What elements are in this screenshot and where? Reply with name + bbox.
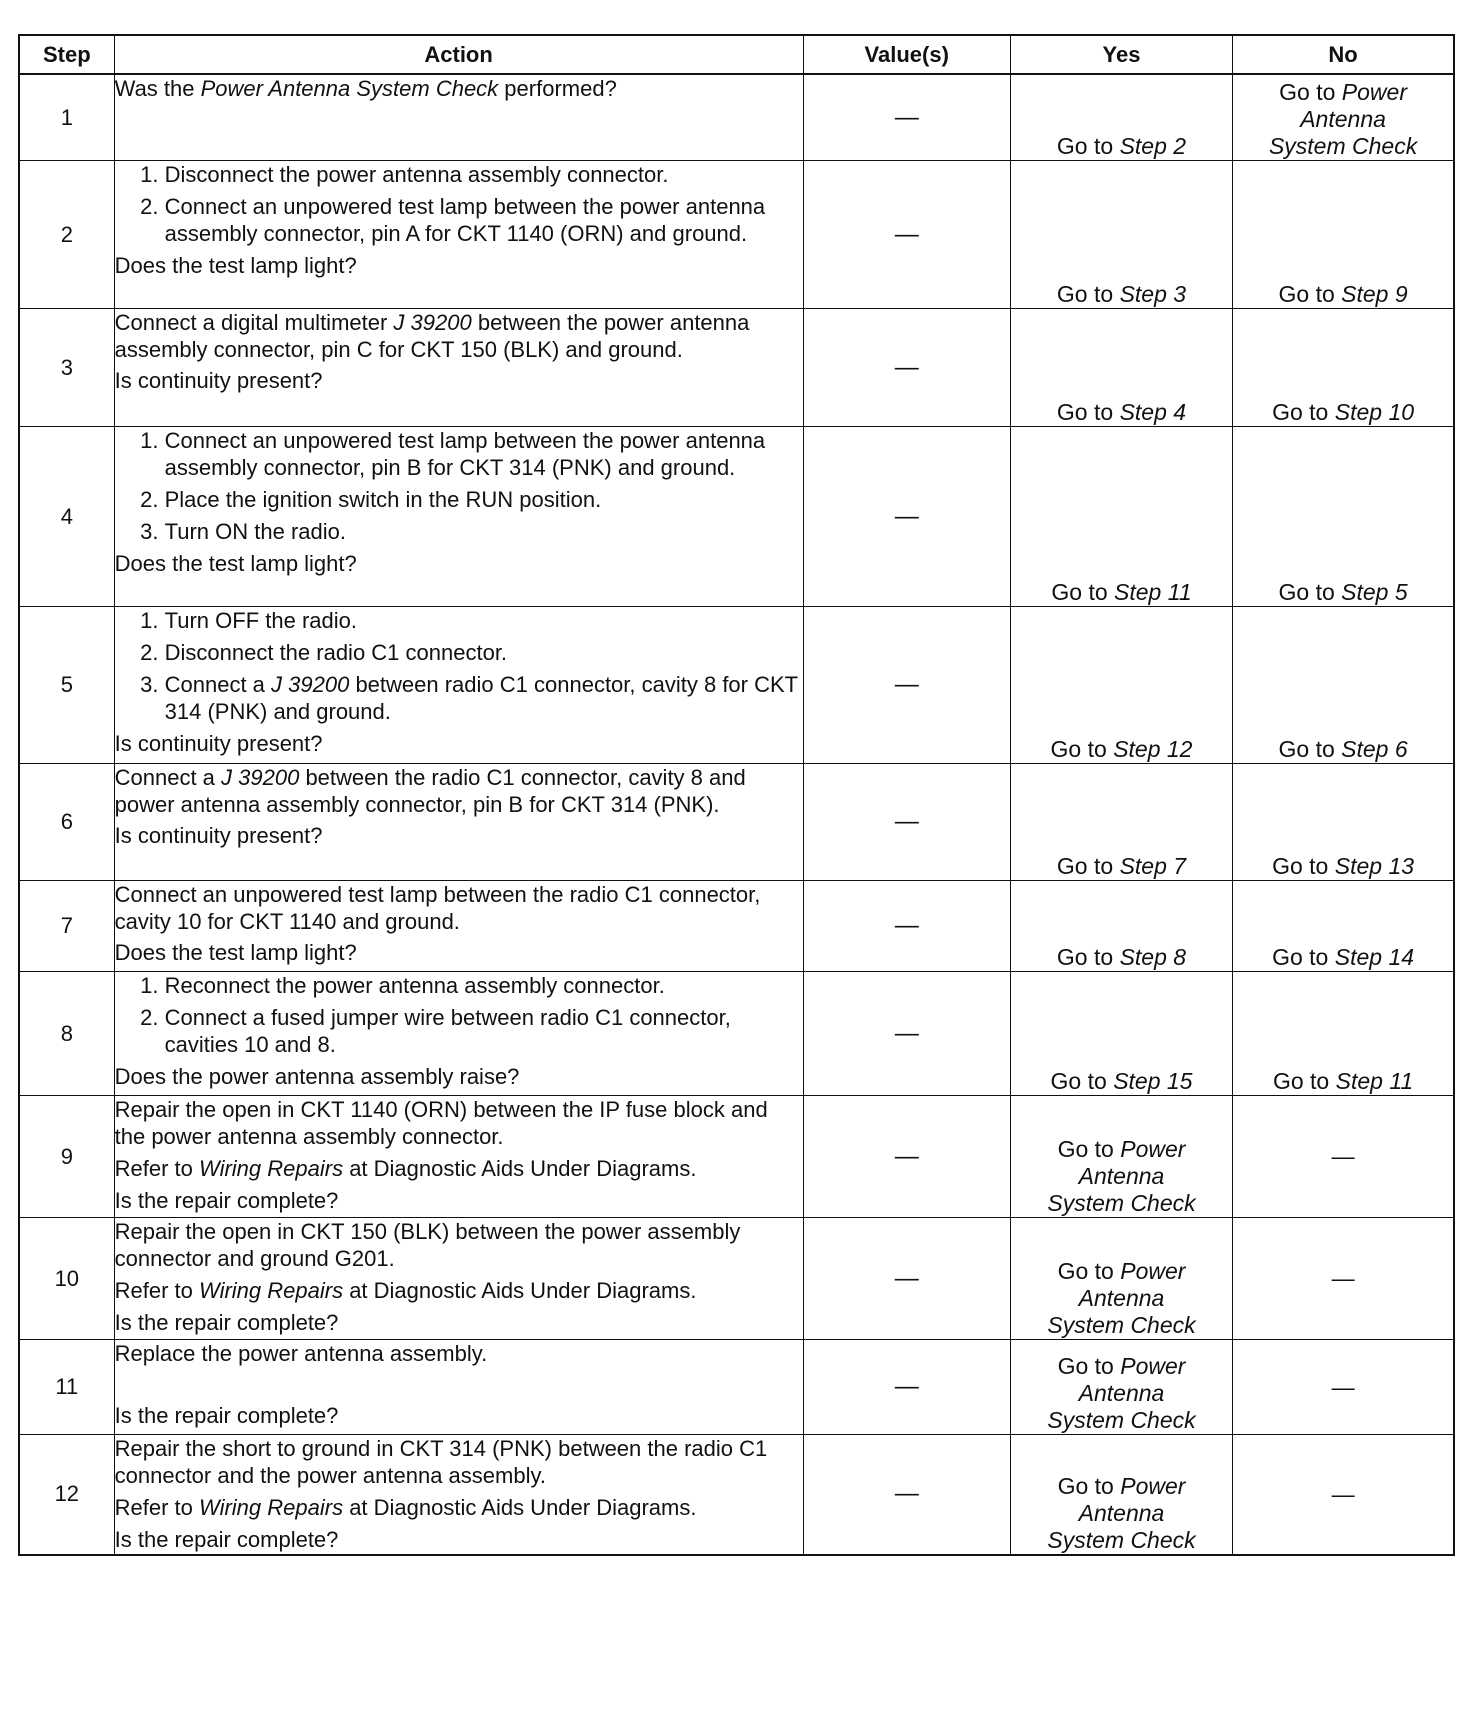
step-number: 5 xyxy=(19,607,114,764)
yes-cell: Go to Step 7 xyxy=(1010,764,1232,881)
action-cell xyxy=(114,161,803,309)
value-cell: — xyxy=(803,1435,1010,1555)
action-question: Does the test lamp light? xyxy=(114,253,357,278)
action-text: Repair the open in CKT 150 (BLK) between the power assembly connector and ground G201. xyxy=(114,1219,741,1271)
action-item: 2. Disconnect the radio C1 connector. xyxy=(165,639,803,666)
yes-cell: Go to Step 15 xyxy=(1010,972,1232,1096)
step-number: 8 xyxy=(19,972,114,1096)
action-cell xyxy=(114,607,803,764)
step-number: 9 xyxy=(19,1096,114,1218)
action-question: Does the test lamp light? xyxy=(114,551,357,576)
table-row xyxy=(19,427,1454,607)
action-cell xyxy=(114,1218,803,1340)
action-text: Repair the short to ground in CKT 314 (PNK) between the radio C1 connector and the power antenna assembly. xyxy=(114,1436,768,1488)
step-number: 12 xyxy=(19,1435,114,1555)
header-no: No xyxy=(1233,35,1454,74)
value-cell: — xyxy=(803,1340,1010,1435)
value-cell: — xyxy=(803,74,1010,161)
action-question: Is continuity present? xyxy=(114,731,323,756)
step-number: 2 xyxy=(19,161,114,309)
action-refer: Refer to Wiring Repairs at Diagnostic Aids Under Diagrams. xyxy=(114,1495,697,1520)
table-row xyxy=(19,161,1454,309)
no-cell: Go to Step 13 xyxy=(1233,764,1454,881)
no-cell: Go to Step 11 xyxy=(1233,972,1454,1096)
action-item: 1. Reconnect the power antenna assembly connector. xyxy=(165,972,803,999)
action-question: Is continuity present? xyxy=(114,368,323,393)
action-cell xyxy=(114,1096,803,1218)
yes-cell: Go to Step 2 xyxy=(1010,74,1232,161)
action-item: 1. Disconnect the power antenna assembly connector. xyxy=(165,161,803,188)
step-number: 11 xyxy=(19,1340,114,1435)
yes-cell: Go to Step 11 xyxy=(1010,427,1232,607)
action-refer: Refer to Wiring Repairs at Diagnostic Aids Under Diagrams. xyxy=(114,1156,697,1181)
yes-cell: Go to Step 8 xyxy=(1010,881,1232,972)
table-row xyxy=(19,1218,1454,1340)
value-cell: — xyxy=(803,1096,1010,1218)
no-cell: — xyxy=(1233,1096,1454,1218)
step-number: 1 xyxy=(19,74,114,161)
table-row xyxy=(19,1435,1454,1555)
action-cell xyxy=(114,972,803,1096)
header-action: Action xyxy=(114,35,803,74)
action-cell xyxy=(114,1435,803,1555)
table-row xyxy=(19,1096,1454,1218)
no-cell: Go to Step 14 xyxy=(1233,881,1454,972)
table-row xyxy=(19,309,1454,427)
action-cell xyxy=(114,764,803,881)
action-cell xyxy=(114,309,803,427)
step-number: 4 xyxy=(19,427,114,607)
action-text: Connect an unpowered test lamp between the radio C1 connector, cavity 10 for CKT 1140 and ground. xyxy=(114,882,761,934)
action-question: Is the repair complete? xyxy=(114,1403,339,1428)
action-text: Replace the power antenna assembly. xyxy=(114,1341,488,1366)
table-row xyxy=(19,74,1454,161)
value-cell: — xyxy=(803,881,1010,972)
action-text: Connect a digital multimeter J 39200 between the power antenna assembly connector, pin C for CKT 150 (BLK) and ground. xyxy=(114,310,750,362)
action-question: Is the repair complete? xyxy=(114,1527,339,1552)
action-cell xyxy=(114,881,803,972)
value-cell: — xyxy=(803,161,1010,309)
action-text: Was the Power Antenna System Check performed? xyxy=(114,76,617,101)
value-cell: — xyxy=(803,309,1010,427)
action-item: 1. Connect an unpowered test lamp between the power antenna assembly connector, pin B for CKT 314 (PNK) and ground. xyxy=(165,427,803,481)
no-cell: Go to Step 5 xyxy=(1233,427,1454,607)
action-text: Repair the open in CKT 1140 (ORN) between the IP fuse block and the power antenna assembly connector. xyxy=(114,1097,768,1149)
header-step: Step xyxy=(19,35,114,74)
table-row xyxy=(19,881,1454,972)
header-yes: Yes xyxy=(1010,35,1232,74)
action-question: Is continuity present? xyxy=(114,823,323,848)
yes-cell: Go to Step 12 xyxy=(1010,607,1232,764)
table-row xyxy=(19,607,1454,764)
action-question: Is the repair complete? xyxy=(114,1188,339,1213)
value-cell: — xyxy=(803,607,1010,764)
diagnostic-table xyxy=(18,34,1455,1556)
yes-cell: Go to Step 3 xyxy=(1010,161,1232,309)
step-number: 6 xyxy=(19,764,114,881)
table-row xyxy=(19,1340,1454,1435)
yes-cell: Go to Power Antenna System Check xyxy=(1010,1096,1232,1218)
table-row xyxy=(19,972,1454,1096)
step-number: 3 xyxy=(19,309,114,427)
action-question: Is the repair complete? xyxy=(114,1310,339,1335)
action-cell xyxy=(114,427,803,607)
no-cell: Go to Step 10 xyxy=(1233,309,1454,427)
yes-cell: Go to Power Antenna System Check xyxy=(1010,1218,1232,1340)
step-number: 7 xyxy=(19,881,114,972)
no-cell: Go to Step 6 xyxy=(1233,607,1454,764)
action-text: Connect a J 39200 between the radio C1 connector, cavity 8 and power antenna assembly connector, pin B for CKT 314 (PNK). xyxy=(114,765,746,817)
action-item: 1. Turn OFF the radio. xyxy=(165,607,803,634)
no-cell: Go to Power Antenna System Check xyxy=(1233,74,1454,161)
yes-cell: Go to Power Antenna System Check xyxy=(1010,1340,1232,1435)
value-cell: — xyxy=(803,972,1010,1096)
no-cell: — xyxy=(1233,1435,1454,1555)
value-cell: — xyxy=(803,764,1010,881)
action-question: Does the power antenna assembly raise? xyxy=(114,1064,520,1089)
yes-cell: Go to Step 4 xyxy=(1010,309,1232,427)
action-question: Does the test lamp light? xyxy=(114,940,357,965)
table-row xyxy=(19,764,1454,881)
yes-cell: Go to Power Antenna System Check xyxy=(1010,1435,1232,1555)
action-item: 3. Connect a J 39200 between radio C1 connector, cavity 8 for CKT 314 (PNK) and ground. xyxy=(165,671,803,725)
value-cell: — xyxy=(803,427,1010,607)
header-row xyxy=(19,35,1454,74)
action-item: 2. Place the ignition switch in the RUN position. xyxy=(165,486,803,513)
action-item: 2. Connect an unpowered test lamp between the power antenna assembly connector, pin A for CKT 1140 (ORN) and ground. xyxy=(165,193,803,247)
step-number: 10 xyxy=(19,1218,114,1340)
no-cell: — xyxy=(1233,1218,1454,1340)
no-cell: — xyxy=(1233,1340,1454,1435)
action-cell xyxy=(114,1340,803,1435)
action-item: 2. Connect a fused jumper wire between radio C1 connector, cavities 10 and 8. xyxy=(165,1004,803,1058)
no-cell: Go to Step 9 xyxy=(1233,161,1454,309)
action-refer: Refer to Wiring Repairs at Diagnostic Aids Under Diagrams. xyxy=(114,1278,697,1303)
action-cell xyxy=(114,74,803,161)
header-values: Value(s) xyxy=(803,35,1010,74)
action-item: 3. Turn ON the radio. xyxy=(165,518,803,545)
value-cell: — xyxy=(803,1218,1010,1340)
